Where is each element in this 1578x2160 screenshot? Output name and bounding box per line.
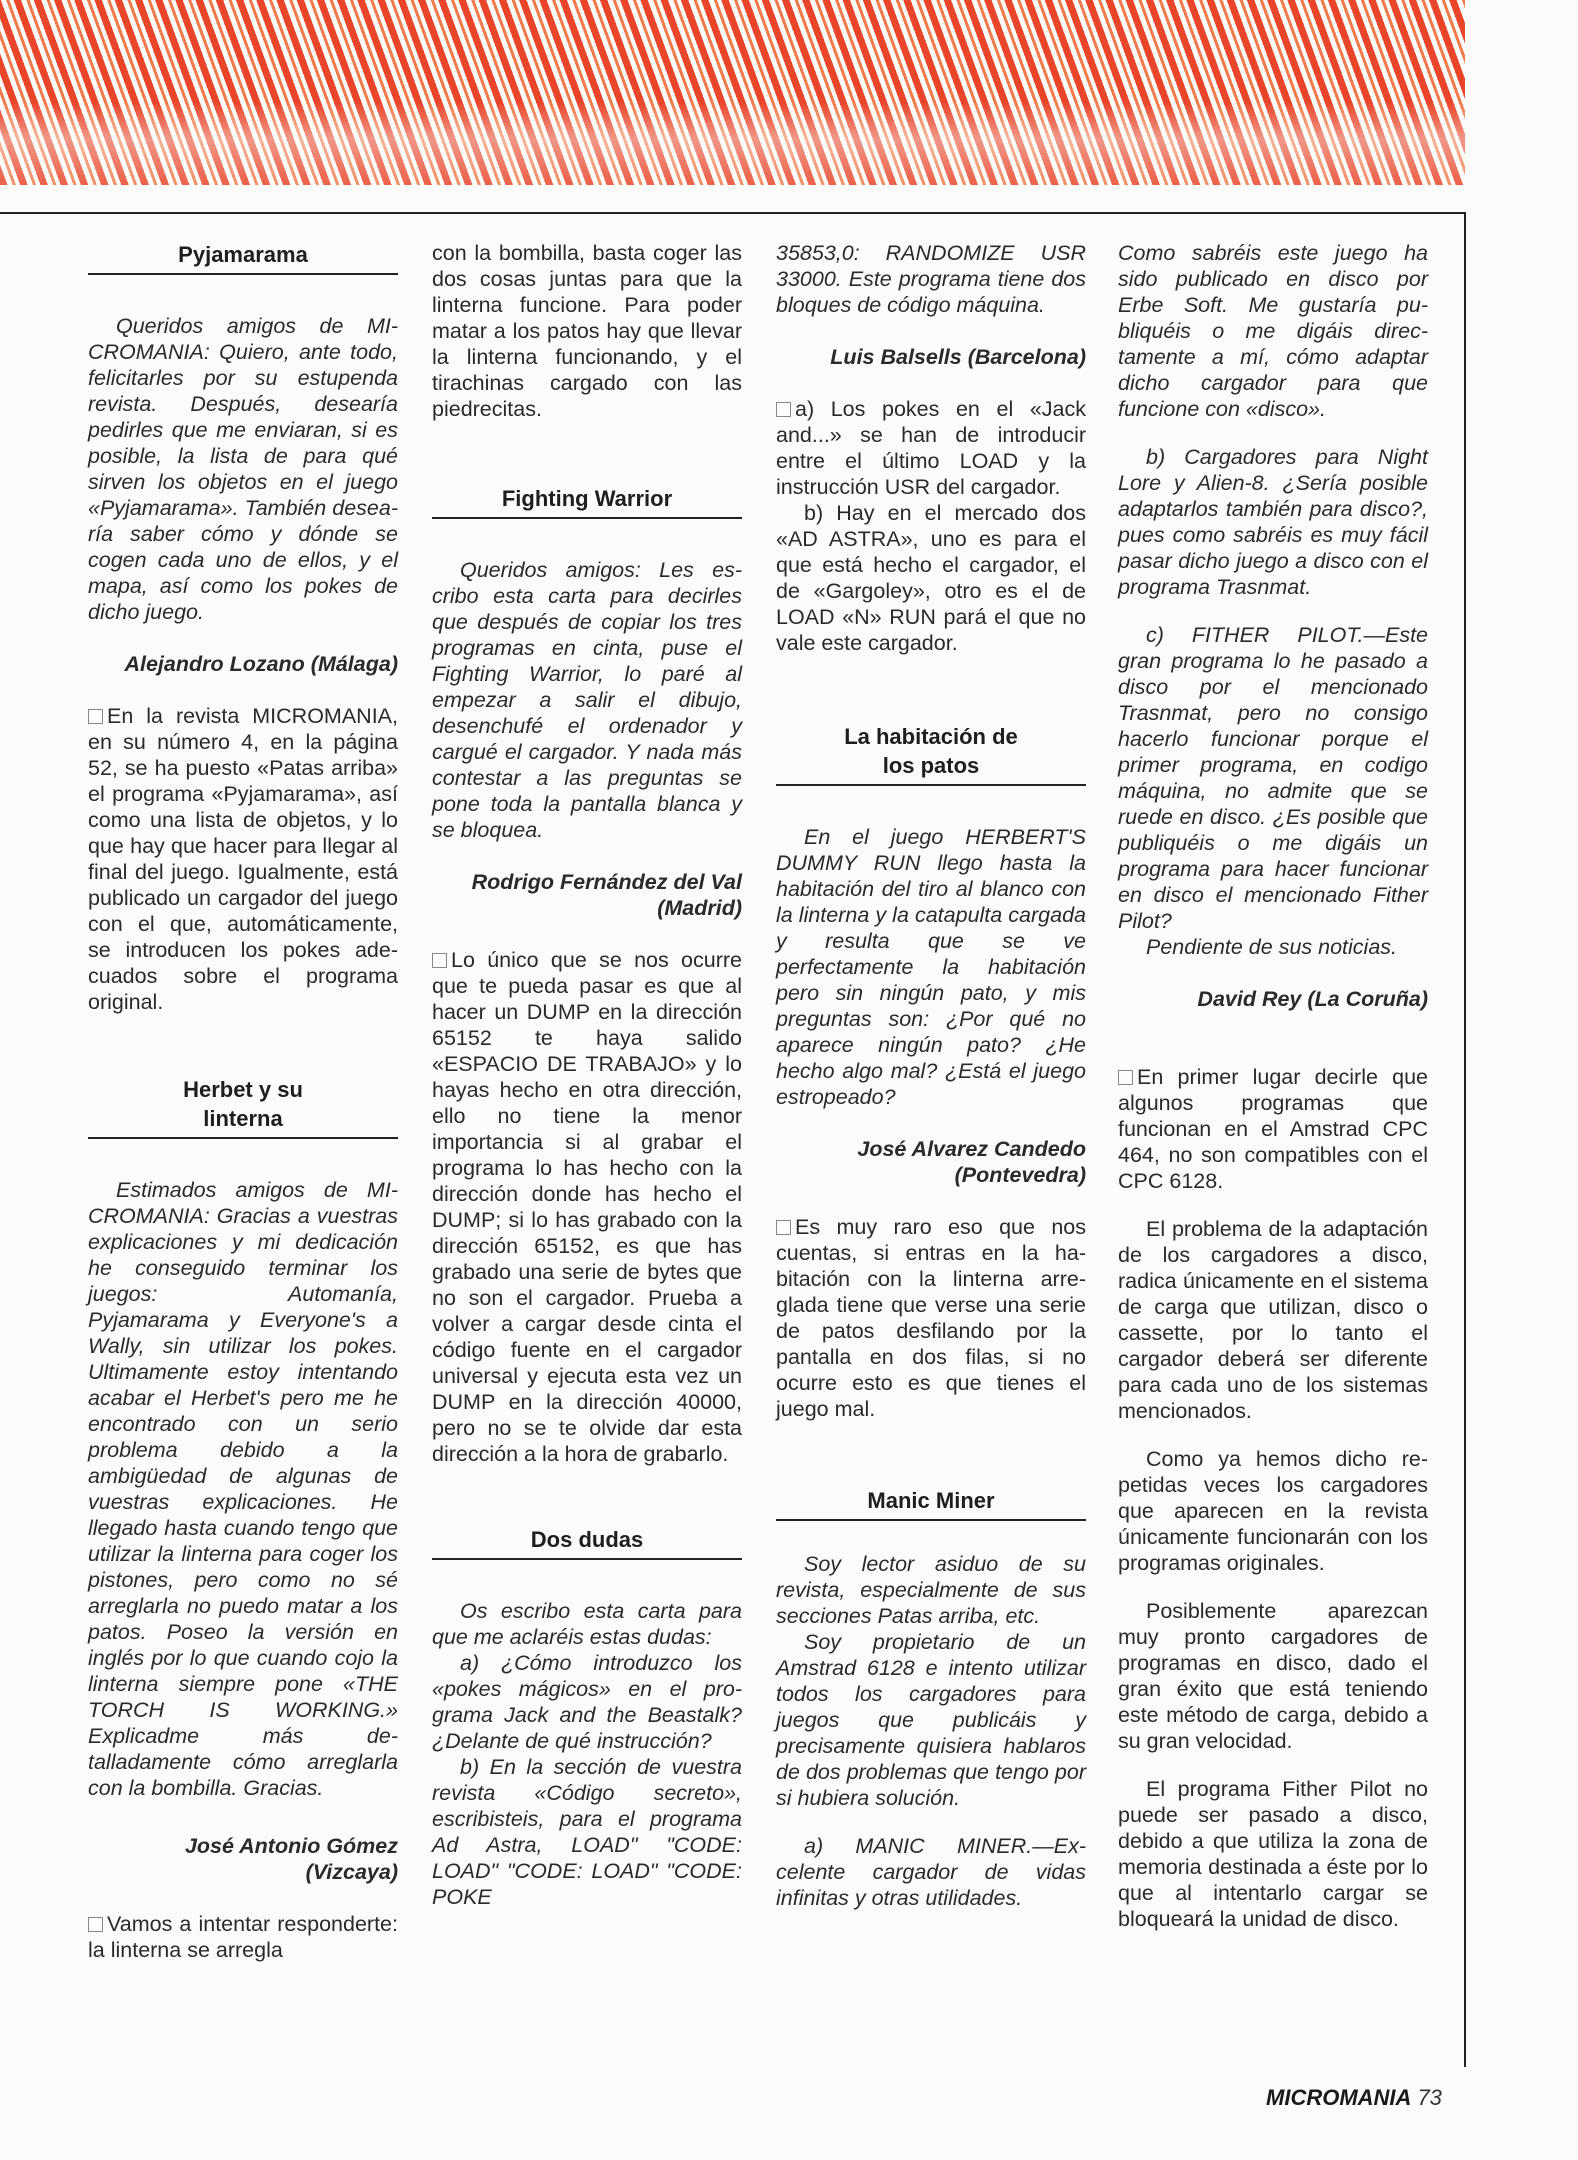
signature-name: José Antonio Gómez (184, 1834, 398, 1858)
letter-text: Os escribo esta carta para que me aclaréis estas dudas: (432, 1599, 742, 1649)
reply-text: En primer lugar decirle que algunos programas que funcionan en el Amstrad CPC 464, no son compatibles con el CPC 6128. (1118, 1065, 1428, 1193)
section-title-pyjamarama: Pyjamarama (88, 240, 398, 275)
reply-text-continued: con la bombilla, basta coger las dos cosas juntas para que la linterna funcione. Para poder matar a los patos hay que llevar la linterna funcionando, y el tirachinas cargado con las piedrecitas. (432, 241, 742, 421)
letter-signature (88, 1833, 398, 1885)
reply-box-icon (88, 1917, 103, 1932)
letter-signature: Alejandro Lozano (Málaga) (124, 652, 398, 676)
letter-signature: Luis Balsells (Barcelona) (830, 345, 1086, 369)
reply-text: El programa Fither Pilot no puede ser pasado a disco, debido a que utiliza la zona de memoria destinada a éste por lo que al intentarlo cargar se bloqueará la unidad de disco. (1118, 1777, 1428, 1931)
column-1 (88, 240, 398, 1963)
letter-text-continued: 35853,0: RANDOMIZE USR 33000. Este programa tiene dos bloques de código máquina. (776, 241, 1086, 317)
reply-text: Es muy raro eso que nos cuentas, si entras en la habitación con la linterna arreglada tiene que verse una serie de patos desfilando por la pantalla en dos filas, si no ocurre esto es que tienes el juego mal. (776, 1215, 1086, 1421)
letter-text: c) FITHER PILOT.—Este gran programa lo he pasado a disco por el mencionado Trasnmat, pero no consigo hacerlo funcionar porque el primer programa, en codigo máquina, no admite que se ruede en disco. ¿Es posible que publiquéis o me digáis un programa para hacer funcionar en disco el mencionado Fither Pilot? (1118, 623, 1428, 933)
signature-place: (Pontevedra) (954, 1163, 1086, 1187)
letter-text: Queridos amigos: Les escribo esta carta para decirles que después de copiar los tres programas en cinta, puse el Fighting Warrior, lo paré al empezar a salir el dibujo, desenchufé el ordenador y cargué el cargador. Y nada más contestar a las preguntas se pone toda la pantalla blanca y se bloquea. (432, 558, 742, 842)
reply-box-icon (776, 1220, 791, 1235)
signature-place: (Madrid) (657, 896, 742, 920)
letter-signature (776, 1136, 1086, 1188)
reply-text: b) Hay en el mercado dos «AD ASTRA», uno es para el que está hecho el cargador, el de «Gargoley», otro es el de LOAD «N» RUN pará el que no vale este cargador. (776, 501, 1086, 655)
section-title-herbet: Herbet y su linterna (88, 1075, 398, 1139)
page-number: 73 (1417, 2085, 1442, 2110)
letter-text-continued: Como sabréis este juego ha sido publicado en disco por Erbe Soft. Me gustaría publiquéis o me digáis directamente a mí, cómo adaptar dicho cargador para que funcione con «disco». (1118, 241, 1428, 421)
header-stripe-banner (0, 0, 1465, 185)
letter-text: Soy propietario de un Amstrad 6128 e intento utilizar todos los cargadores para juegos que publicáis y precisamente quisiera hablaros de dos problemas que tengo por si hubiera solución. (776, 1630, 1086, 1810)
reply-box-icon (432, 953, 447, 968)
column-3 (776, 240, 1086, 1911)
signature-name: Rodrigo Fernández del Val (471, 870, 742, 894)
frame-right-rule (1464, 212, 1466, 2067)
letter-text: En el juego HERBERT'S DUMMY RUN llego hasta la habitación del tiro al blanco con la linterna y la catapulta cargada y resulta que se ve perfectamente la habitación pero sin ningún pato, y mis preguntas son: ¿Por qué no aparece ningún pato? ¿He hecho algo mal? ¿Está el juego estropeado? (776, 825, 1086, 1109)
reply-text: En la revista MICROMANIA, en su número 4, en la página 52, se ha puesto «Patas arriba» el programa «Pyjamarama», así como una lista de objetos, y lo que hay que hacer para llegar al final del juego. Igualmente, está publicado un cargador del juego con el que, automáticamente, se introducen los pokes adecuados sobre el programa original. (88, 704, 398, 1014)
letter-text: Pendiente de sus noticias. (1146, 935, 1397, 959)
letter-text: Estimados amigos de MICROMANIA: Gracias a vuestras explicaciones y mi dedicación he conseguido terminar los juegos: Automanía, Pyjamarama y Everyone's a Wally, sin utilizar los pokes. Ultimamente estoy intentando acabar el Herbet's pero me he encontrado con un serio problema debido a la ambigüedad de algunas de vuestras explicaciones. He llegado hasta cuando tengo que utilizar la linterna para coger los pistones, pero como no sé arreglarla no puedo matar a los patos. Poseo la versión en inglés por lo que cuando cojo la linterna siempre pone «THE TORCH IS WORKING.» Explicadme más detalladamente cómo arreglarla con la bombilla. Gracias. (88, 1178, 398, 1800)
section-title-habitacion-patos: La habitación de los patos (776, 722, 1086, 786)
page-footer (1266, 2085, 1442, 2111)
reply-text: Lo único que se nos ocurre que te pueda pasar es que al hacer un DUMP en la dirección 65152 te haya salido «ESPACIO DE TRABAJO» y lo hayas hecho en otra dirección, ello no tiene la menor importancia si al grabar el programa lo has hecho con la dirección donde has hecho el DUMP; si lo has grabado con la dirección 65152, es que has grabado una serie de bytes que no son el cargador. Prueba a volver a cargar desde cinta el código fuente en el cargador universal y ejecuta esta vez un DUMP en la dirección 40000, pero no se te olvide dar esta dirección a la hora de grabarlo. (432, 948, 742, 1466)
section-title-dos-dudas: Dos dudas (432, 1525, 742, 1560)
letter-text: a) MANIC MINER.—Excelente cargador de vidas infinitas y otras utilidades. (776, 1834, 1086, 1910)
section-title-manic-miner: Manic Miner (776, 1486, 1086, 1521)
letter-text: b) En la sección de vuestra revista «Código secreto», escribisteis, para el programa Ad Astra, LOAD" "CODE: LOAD" "CODE: LOAD" "CODE: POKE (432, 1755, 742, 1909)
reply-box-icon (88, 709, 103, 724)
reply-text: Como ya hemos dicho repetidas veces los cargadores que aparecen en la revista únicamente funcionarán con los programas originales. (1118, 1447, 1428, 1575)
reply-text: Vamos a intentar responderte: la linterna se arregla (88, 1912, 398, 1962)
letter-text: a) ¿Cómo introduzco los «pokes mágicos» en el programa Jack and the Beastalk? ¿Delante de qué instrucción? (432, 1651, 742, 1753)
column-2 (432, 240, 742, 1910)
reply-text: a) Los pokes en el «Jack and...» se han de introducir entre el último LOAD y la instrucción USR del cargador. (776, 397, 1086, 499)
reply-text: Posiblemente aparezcan muy pronto cargadores de programas en disco, dado el gran éxito que está teniendo este método de carga, debido a su gran velocidad. (1118, 1599, 1428, 1753)
reply-text: El problema de la adaptación de los cargadores a disco, radica únicamente en el sistema de carga que utilizan, disco o cassette, por lo tanto el cargador deberá ser diferente para cada uno de los sistemas mencionados. (1118, 1217, 1428, 1423)
reply-box-icon (1118, 1070, 1133, 1085)
section-title-fighting-warrior: Fighting Warrior (432, 484, 742, 519)
frame-top-rule (0, 212, 1466, 214)
signature-name: José Alvarez Candedo (857, 1137, 1086, 1161)
letter-text: b) Cargadores para Night Lore y Alien-8. ¿Sería posible adaptarlos también para disco?, pues como sabréis es muy fácil pasar dicho juego a disco con el programa Trasnmat. (1118, 445, 1428, 599)
reply-box-icon (776, 402, 791, 417)
letter-text: Queridos amigos de MICROMANIA: Quiero, ante todo, felicitarles por su estupenda revista. Después, desearía pedirles que me enviaran, si es posible, la lista de para qué sirven los objetos en el juego «Pyjamarama». También desearía saber cómo y dónde se cogen cada uno de ellos, y el mapa, así como los pokes de dicho juego. (88, 314, 398, 624)
signature-place: (Vizcaya) (305, 1860, 398, 1884)
letter-signature: David Rey (La Coruña) (1197, 987, 1428, 1011)
column-4 (1118, 240, 1428, 1932)
magazine-name: MICROMANIA (1266, 2085, 1412, 2110)
letter-signature (432, 869, 742, 921)
letter-text: Soy lector asiduo de su revista, especialmente de sus secciones Patas arriba, etc. (776, 1552, 1086, 1628)
